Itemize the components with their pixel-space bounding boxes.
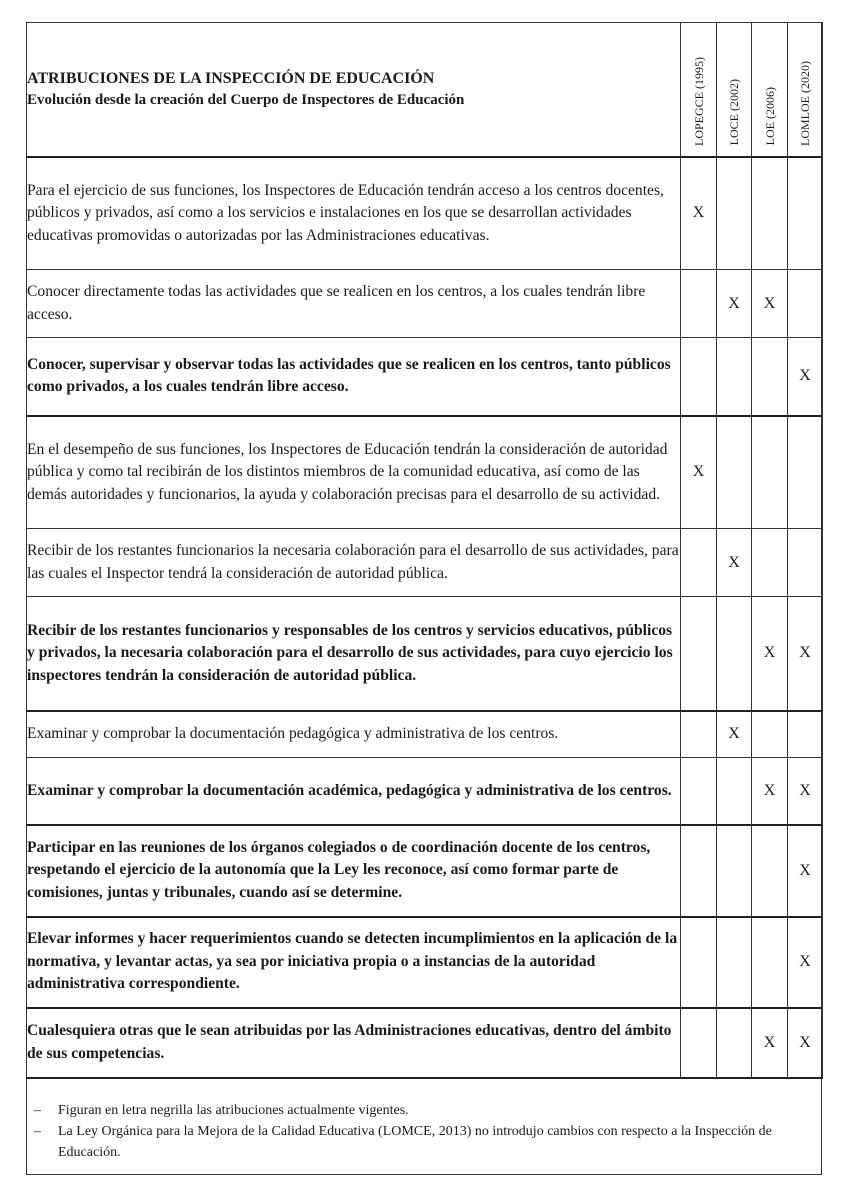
mark-loe: [752, 825, 788, 917]
mark-loe: [752, 416, 788, 529]
mark-lopegce: [681, 529, 717, 597]
mark-loce: X: [717, 711, 752, 758]
table-row: [27, 1008, 823, 1078]
col-header-lopegce: [681, 23, 717, 157]
header-cell: [27, 23, 681, 157]
table-row: [27, 157, 823, 270]
mark-lopegce: [681, 338, 717, 416]
mark-lopegce: [681, 825, 717, 917]
mark-lopegce: [681, 597, 717, 711]
mark-lopegce: [681, 1008, 717, 1078]
row-text: Examinar y comprobar la documentación pedagógica y administrativa de los centros.: [27, 711, 681, 758]
footnote-dash: –: [34, 1103, 41, 1118]
mark-loce: [717, 597, 752, 711]
mark-loce: [717, 1008, 752, 1078]
col-label-loce: LOCE (2002): [727, 79, 741, 146]
table-row: [27, 711, 823, 758]
mark-lomloe: X: [788, 1008, 823, 1078]
mark-lomloe: [788, 711, 823, 758]
mark-lomloe: X: [788, 758, 823, 825]
mark-lomloe: X: [788, 338, 823, 416]
row-text: Examinar y comprobar la documentación académica, pedagógica y administrativa de los centros.: [27, 758, 681, 825]
mark-loe: [752, 917, 788, 1008]
mark-lopegce: [681, 917, 717, 1008]
table-row: [27, 758, 823, 825]
mark-lopegce: [681, 270, 717, 338]
mark-loe: [752, 157, 788, 270]
footnote-text: Figuran en letra negrilla las atribuciones actualmente vigentes.: [58, 1103, 409, 1118]
mark-loe: [752, 529, 788, 597]
mark-loe: X: [752, 597, 788, 711]
mark-loce: [717, 825, 752, 917]
mark-lopegce: [681, 758, 717, 825]
row-text: Participar en las reuniones de los órganos colegiados o de coordinación docente de los centros, respetando el ejercicio de la autonomía que la Ley les reconoce, así como formar parte de comisiones, juntas y tribunales, cuando así se determine.: [27, 825, 681, 917]
mark-lopegce: [681, 711, 717, 758]
mark-loce: X: [717, 270, 752, 338]
table-row: [27, 416, 823, 529]
footnote-text: La Ley Orgánica para la Mejora de la Calidad Educativa (LOMCE, 2013) no introdujo cambios con respecto a la Inspección de Educación.: [58, 1124, 772, 1160]
mark-lopegce: X: [681, 416, 717, 529]
mark-loce: X: [717, 529, 752, 597]
row-text: Cualesquiera otras que le sean atribuidas por las Administraciones educativas, dentro del ámbito de sus competencias.: [27, 1008, 681, 1078]
col-header-loce: [717, 23, 752, 157]
table-row: [27, 270, 823, 338]
table-title: ATRIBUCIONES DE LA INSPECCIÓN DE EDUCACIÓN: [27, 70, 435, 88]
table-header-row: [27, 23, 823, 157]
attributions-table: [26, 22, 823, 1079]
footnote: [34, 1121, 814, 1163]
table-row: [27, 529, 823, 597]
mark-loe: X: [752, 758, 788, 825]
row-text: Recibir de los restantes funcionarios la necesaria colaboración para el desarrollo de sus actividades, para las cuales el Inspector tendrá la consideración de autoridad pública.: [27, 529, 681, 597]
mark-lomloe: [788, 270, 823, 338]
mark-loe: [752, 338, 788, 416]
mark-loce: [717, 758, 752, 825]
table-subtitle: Evolución desde la creación del Cuerpo de Inspectores de Educación: [27, 92, 465, 109]
mark-lomloe: [788, 529, 823, 597]
table-row: [27, 338, 823, 416]
col-header-loe: [752, 23, 788, 157]
col-label-lomloe: LOMLOE (2020): [798, 60, 812, 146]
mark-lomloe: [788, 416, 823, 529]
mark-loe: X: [752, 1008, 788, 1078]
row-text: En el desempeño de sus funciones, los Inspectores de Educación tendrán la consideración de autoridad pública y como tal recibirán de los distintos miembros de la comunidad educativa, así como de las demás autoridades y funcionarios, la ayuda y colaboración precisas para el desarrollo de su actividad.: [27, 416, 681, 529]
footnote-dash: –: [34, 1124, 41, 1139]
row-text: Conocer directamente todas las actividades que se realicen en los centros, a los cuales tendrán libre acceso.: [27, 270, 681, 338]
mark-loe: X: [752, 270, 788, 338]
table-row: [27, 825, 823, 917]
row-text: Conocer, supervisar y observar todas las actividades que se realicen en los centros, tanto públicos como privados, a los cuales tendrán libre acceso.: [27, 338, 681, 416]
mark-lomloe: [788, 157, 823, 270]
mark-lomloe: X: [788, 917, 823, 1008]
mark-loce: [717, 416, 752, 529]
row-text: Elevar informes y hacer requerimientos cuando se detecten incumplimientos en la aplicación de la normativa, y levantar actas, ya sea por iniciativa propia o a instancias de la autoridad administrativa correspondiente.: [27, 917, 681, 1008]
mark-lomloe: X: [788, 825, 823, 917]
mark-loce: [717, 917, 752, 1008]
table-row: [27, 597, 823, 711]
row-text: Recibir de los restantes funcionarios y responsables de los centros y servicios educativos, públicos y privados, la necesaria colaboración para el desarrollo de sus actividades, para cuyo ejercicio los inspectores tendrán la consideración de autoridad pública.: [27, 597, 681, 711]
mark-loce: [717, 157, 752, 270]
footnotes: [34, 1100, 814, 1163]
mark-lomloe: X: [788, 597, 823, 711]
mark-loce: [717, 338, 752, 416]
mark-loe: [752, 711, 788, 758]
col-label-lopegce: LOPEGCE (1995): [691, 56, 706, 146]
footnote: [34, 1100, 814, 1121]
col-header-lomloe: [788, 23, 823, 157]
mark-lopegce: X: [681, 157, 717, 270]
row-text: Para el ejercicio de sus funciones, los Inspectores de Educación tendrán acceso a los centros docentes, públicos y privados, así como a los servicios e instalaciones en los que se desarrollan actividades educativas promovidas o autorizadas por las Administraciones educativas.: [27, 157, 681, 270]
table-row: [27, 917, 823, 1008]
col-label-loe: LOE (2006): [762, 87, 777, 146]
